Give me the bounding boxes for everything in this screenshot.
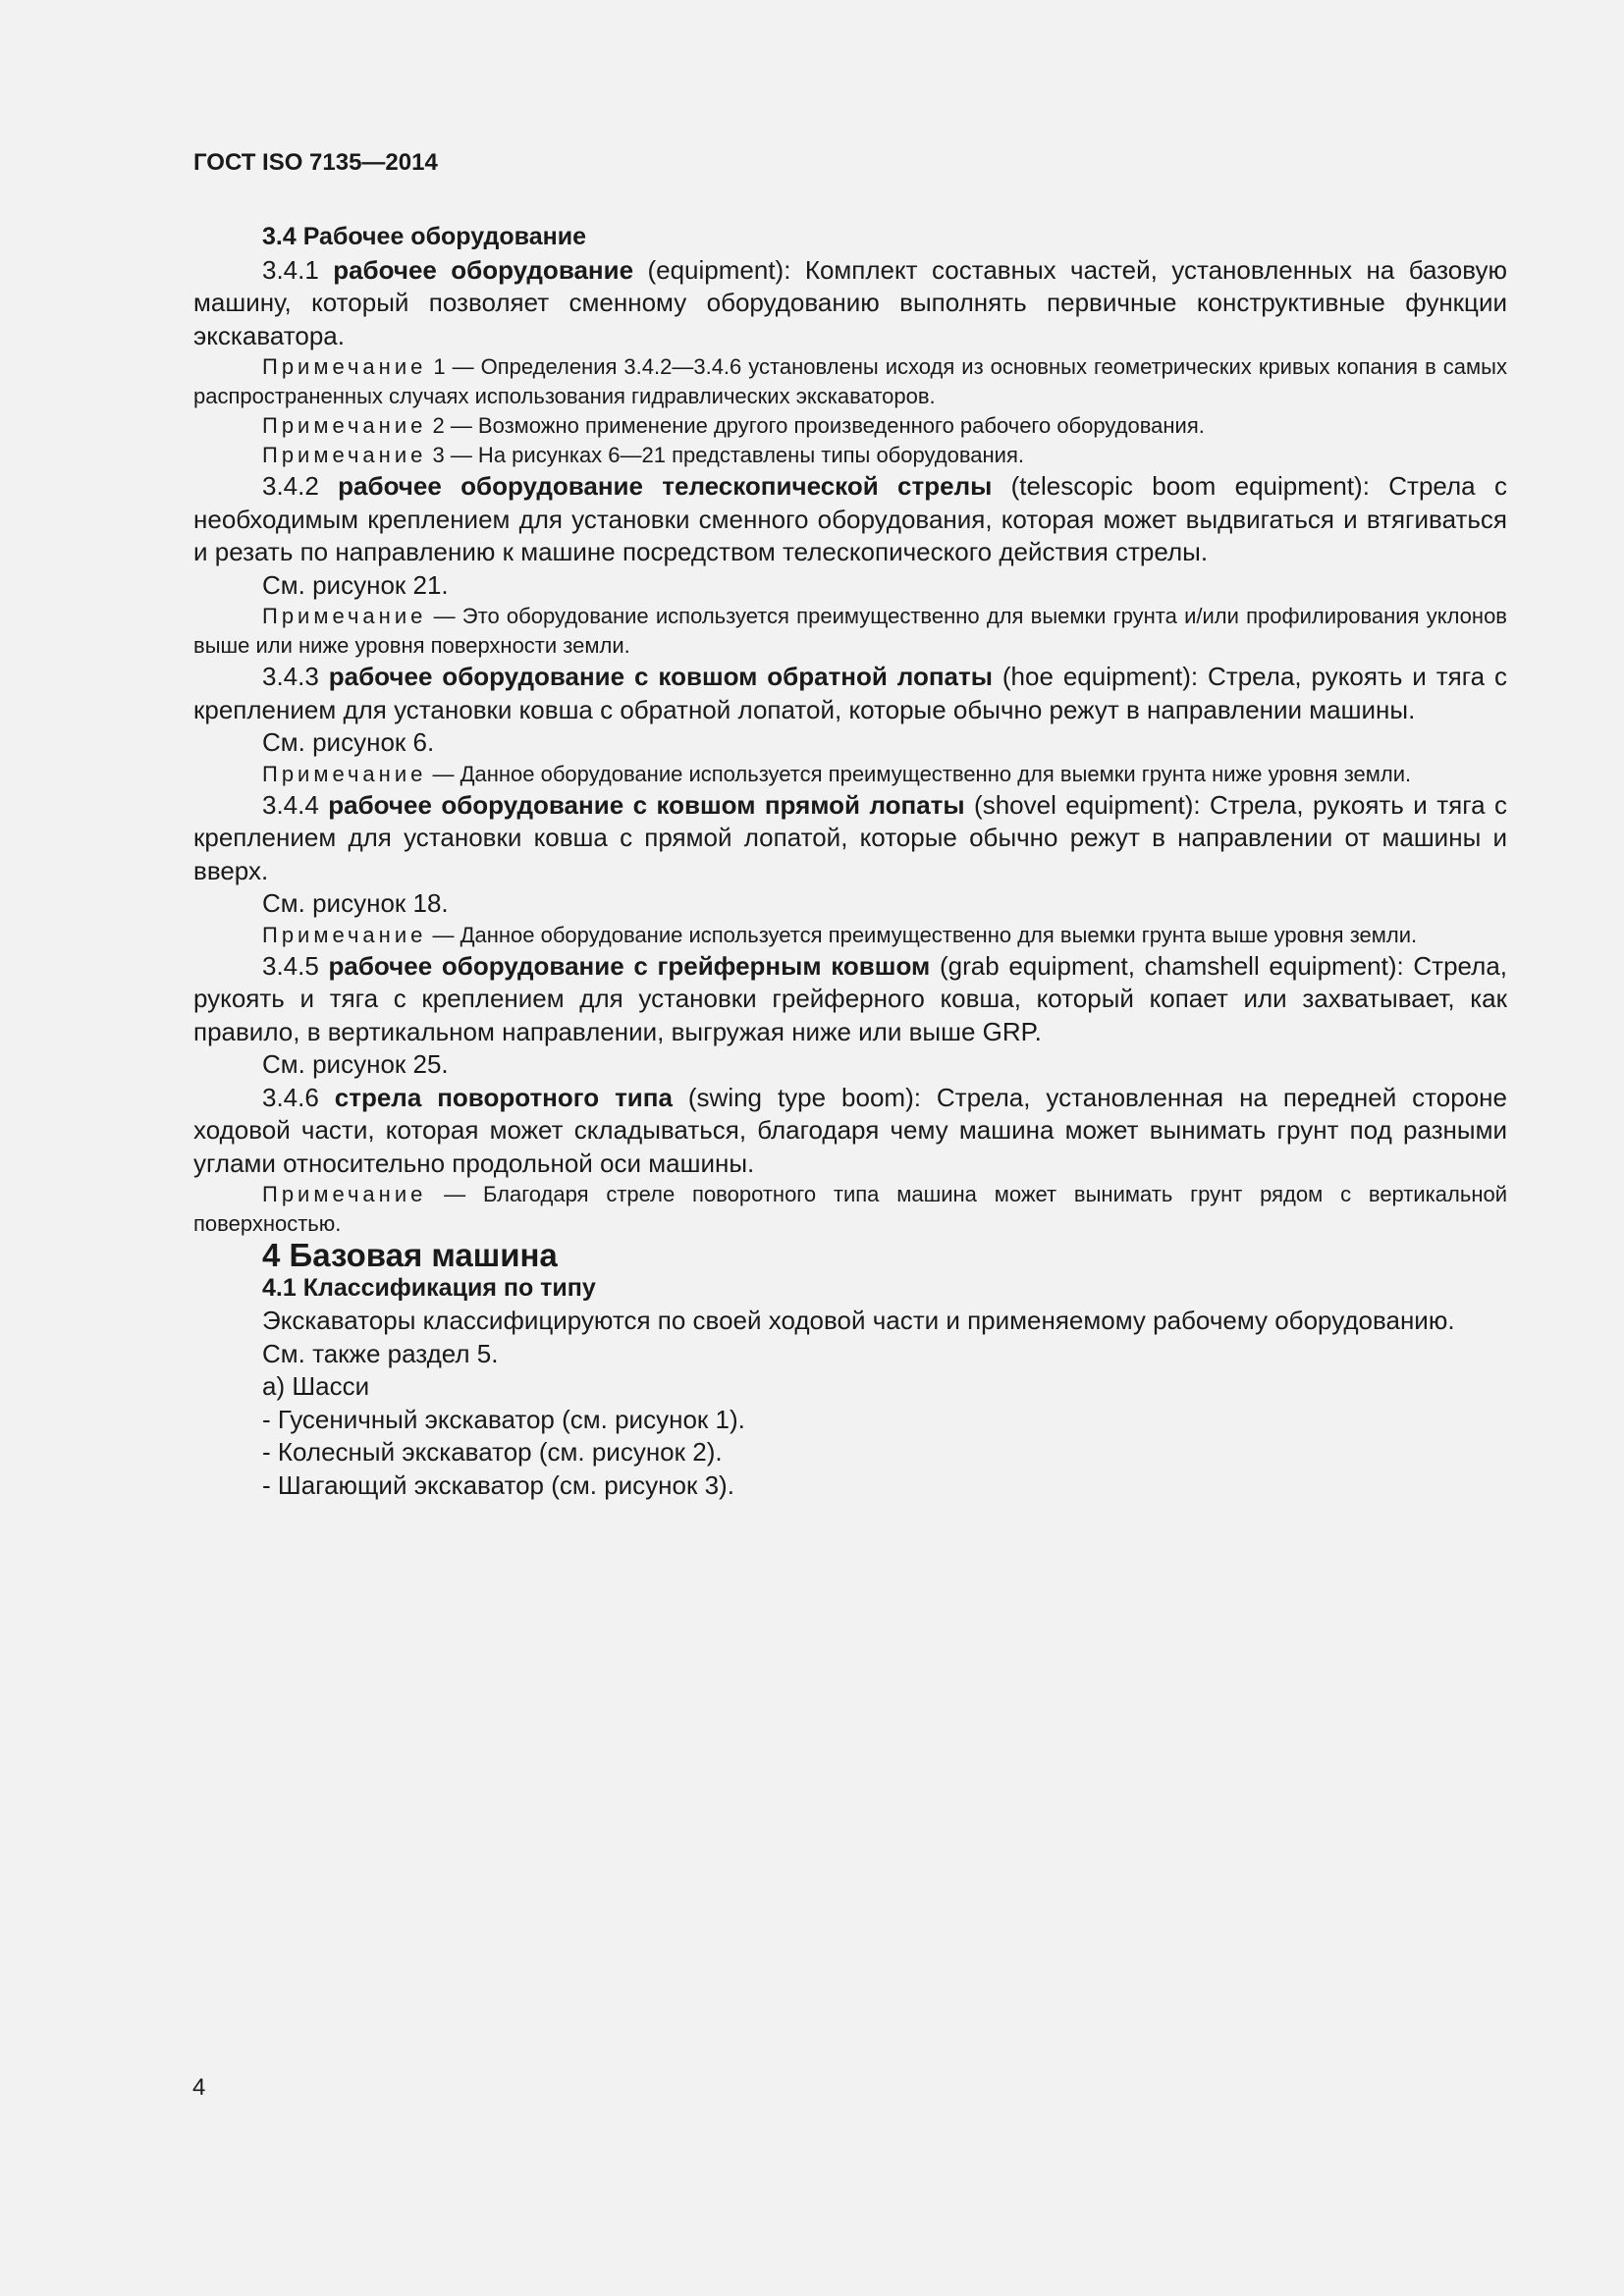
- definition-3-4-3: [193, 661, 1507, 726]
- clause-number: 3.4.1: [262, 254, 319, 285]
- page-body: [193, 221, 1507, 1502]
- note-text: 1 — Определения 3.4.2—3.4.6 установлены исходя из основных геометрических кривых копания в самых распространенных случаях использования гидравлических экскаваторов.: [193, 354, 1507, 408]
- clause-number: 3.4.4: [262, 789, 319, 820]
- note-3-4-6: [193, 1180, 1507, 1239]
- section-4-heading: 4 Базовая машина: [262, 1237, 558, 1273]
- note-text: — Благодаря стреле поворотного типа машина может вынимать грунт рядом с вертикальной поверхностью.: [193, 1182, 1507, 1236]
- clause-number: 3.4.2: [262, 471, 319, 501]
- note-3-4-2: [193, 602, 1507, 661]
- definition-text: (swing type boom): Стрела, установленная на передней стороне ходовой части, которая может складываться, благодаря чему машина может вынимать грунт под разными углами относительно продольной оси машины.: [193, 1082, 1507, 1178]
- definition-3-4-6: [193, 1082, 1507, 1181]
- term: рабочее оборудование телескопической стрелы: [338, 471, 993, 501]
- clause-number: 3.4.6: [262, 1082, 319, 1112]
- term: рабочее оборудование с грейферным ковшом: [328, 950, 931, 981]
- clause-number: 3.4.3: [262, 662, 319, 691]
- term: рабочее оборудование: [333, 254, 634, 285]
- term: рабочее оборудование с ковшом прямой лопаты: [328, 789, 965, 820]
- note-label: Примечание: [262, 604, 427, 628]
- term: стрела поворотного типа: [334, 1082, 673, 1112]
- definition-text: (telescopic boom equipment): Стрела с необходимым креплением для установки сменного оборудования, которая может выдвигаться и втягиваться и резать по направлению к машине посредством телескопического действия стрелы.: [193, 471, 1507, 566]
- page-number: 4: [192, 2074, 206, 2101]
- note-text: 2 — Возможно применение другого произведенного рабочего оборудования.: [432, 413, 1205, 438]
- note-label: Примечание: [262, 413, 427, 438]
- note-text: 3 — На рисунках 6—21 представлены типы оборудования.: [432, 443, 1024, 467]
- note-3-4-3: [193, 760, 1507, 789]
- classification-intro: Экскаваторы классифицируются по своей ходовой части и применяемому рабочему оборудованию.: [262, 1306, 1455, 1335]
- note-text: — Данное оборудование используется преимущественно для выемки грунта ниже уровня земли.: [432, 761, 1412, 786]
- note-label: Примечание: [262, 922, 427, 947]
- definition-text: (grab equipment, chamshell equipment): Стрела, рукоять и тяга с креплением для установки грейферного ковша, который копает или захватывает, как правило, в вертикальном направлении, выгружая ниже или выше GRP.: [193, 950, 1508, 1046]
- list-item: - Колесный экскаватор (см. рисунок 2).: [262, 1437, 723, 1467]
- definition-3-4-4: [193, 789, 1507, 888]
- see-also-reference: См. также раздел 5.: [262, 1338, 499, 1368]
- note-3-4-4: [193, 921, 1507, 950]
- note-3: [193, 441, 1507, 470]
- section-3-4-heading: 3.4 Рабочее оборудование: [262, 223, 586, 250]
- note-text: — Это оборудование используется преимущественно для выемки грунта и/или профилирования уклонов выше или ниже уровня поверхности земли.: [193, 604, 1507, 658]
- clause-number: 3.4.5: [262, 950, 319, 981]
- figure-reference: См. рисунок 18.: [262, 888, 449, 918]
- figure-reference: См. рисунок 21.: [262, 569, 449, 600]
- list-item: - Шагающий экскаватор (см. рисунок 3).: [262, 1469, 734, 1500]
- definition-text: (equipment): Комплект составных частей, установленных на базовую машину, который позволяет сменному оборудованию выполнять первичные конструктивные функции экскаватора.: [193, 254, 1507, 350]
- note-1: [193, 352, 1507, 411]
- list-title: а) Шасси: [262, 1371, 370, 1401]
- running-header: ГОСТ ISO 7135—2014: [193, 149, 438, 176]
- definition-text: (shovel equipment): Стрела, рукоять и тяга с креплением для установки ковша с прямой лопатой, которые обычно режут в направлении от машины и вверх.: [193, 789, 1508, 885]
- note-label: Примечание: [262, 354, 427, 379]
- definition-3-4-5: [193, 950, 1507, 1049]
- definition-3-4-1: [193, 254, 1507, 353]
- note-2: [193, 411, 1507, 441]
- note-label: Примечание: [262, 443, 427, 467]
- note-label: Примечание: [262, 1182, 427, 1206]
- definition-text: (hoe equipment): Стрела, рукоять и тяга с креплением для установки ковша с обратной лопатой, которые обычно режут в направлении машины.: [193, 662, 1507, 724]
- section-4-1-heading: 4.1 Классификация по типу: [262, 1273, 596, 1302]
- note-label: Примечание: [262, 761, 427, 786]
- figure-reference: См. рисунок 25.: [262, 1049, 449, 1079]
- term: рабочее оборудование с ковшом обратной лопаты: [328, 662, 993, 691]
- note-text: — Данное оборудование используется преимущественно для выемки грунта выше уровня земли.: [432, 922, 1418, 947]
- figure-reference: См. рисунок 6.: [262, 727, 435, 757]
- definition-3-4-2: [193, 470, 1507, 569]
- list-item: - Гусеничный экскаватор (см. рисунок 1).: [262, 1404, 745, 1434]
